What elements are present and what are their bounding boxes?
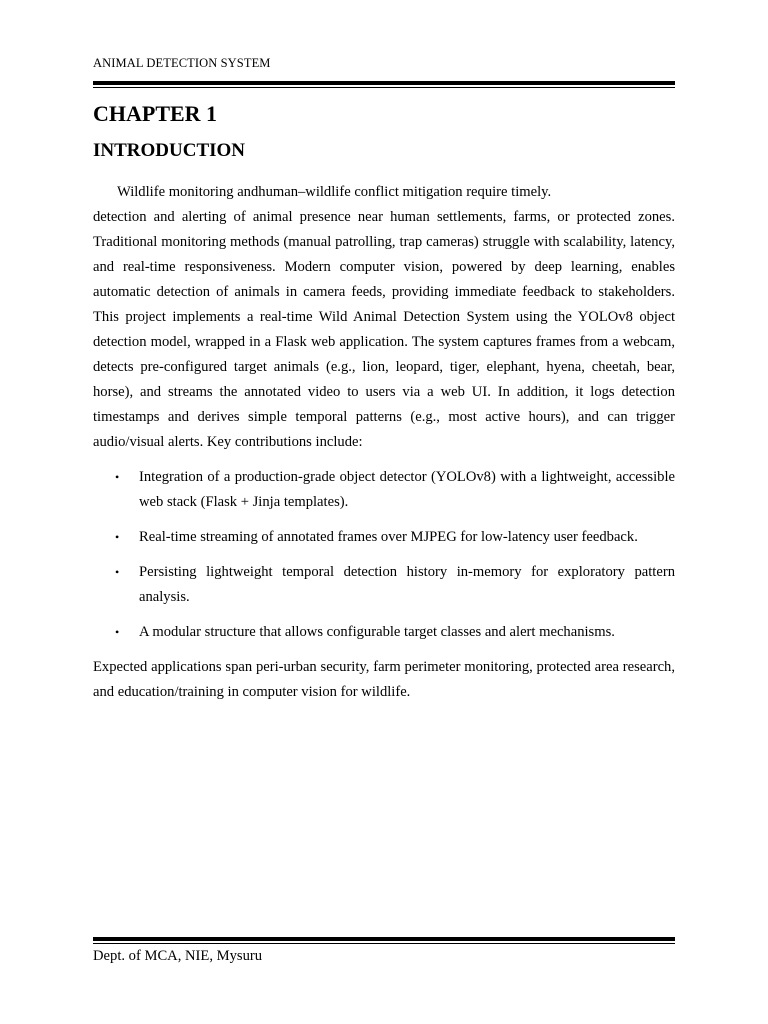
chapter-number: CHAPTER 1 bbox=[93, 101, 218, 126]
list-item-text: Integration of a production-grade object detector (YOLOv8) with a lightweight, accessible web stack (Flask + Jinja templates). bbox=[139, 469, 675, 510]
bullet-icon: • bbox=[115, 625, 120, 639]
contributions-list bbox=[93, 465, 675, 645]
footer-rule-thick bbox=[93, 937, 675, 941]
list-item bbox=[93, 465, 675, 515]
bullet-icon: • bbox=[115, 530, 120, 544]
intro-paragraph: detection and alerting of animal presence near human settlements, farms, or protected zones. Traditional monitoring methods (manual patrolling, trap cameras) struggle with scalability, latency, and real-time responsiveness. Modern computer vision, powered by deep learning, enables automatic detection of animals in camera feeds, providing immediate feedback to stakeholders. This project implements a real-time Wild Animal Detection System using the YOLOv8 object detection model, wrapped in a Flask web application. The system captures frames from a webcam, detects pre-configured target animals (e.g., lion, leopard, tiger, elephant, hyena, cheetah, bear, horse), and streams the annotated video to users via a web UI. In addition, it logs detection timestamps and derives simple temporal patterns (e.g., most active hours), and can trigger audio/visual alerts. Key contributions include: bbox=[93, 209, 675, 450]
chapter-title: INTRODUCTION bbox=[93, 140, 246, 161]
header-rule-thick bbox=[93, 81, 675, 85]
list-item-text: Persisting lightweight temporal detection history in-memory for exploratory pattern analysis. bbox=[139, 564, 675, 605]
list-item-text: A modular structure that allows configurable target classes and alert mechanisms. bbox=[139, 624, 615, 640]
list-item bbox=[93, 620, 675, 645]
header-rule-thin bbox=[93, 87, 675, 88]
footer-rule-thin bbox=[93, 943, 675, 944]
list-item-text: Real-time streaming of annotated frames over MJPEG for low-latency user feedback. bbox=[139, 529, 638, 545]
bullet-icon: • bbox=[115, 565, 120, 579]
running-footer: Dept. of MCA, NIE, Mysuru bbox=[93, 948, 263, 964]
list-item bbox=[93, 560, 675, 610]
document-page bbox=[93, 0, 675, 1024]
closing-paragraph: Expected applications span peri-urban security, farm perimeter monitoring, protected area research, and education/training in computer vision for wildlife. bbox=[93, 659, 675, 700]
running-header: ANIMAL DETECTION SYSTEM bbox=[93, 56, 271, 70]
bullet-icon: • bbox=[115, 470, 120, 484]
intro-first-line: Wildlife monitoring andhuman–wildlife conflict mitigation require timely. bbox=[117, 184, 552, 200]
list-item bbox=[93, 525, 675, 550]
chapter-body bbox=[93, 180, 675, 705]
